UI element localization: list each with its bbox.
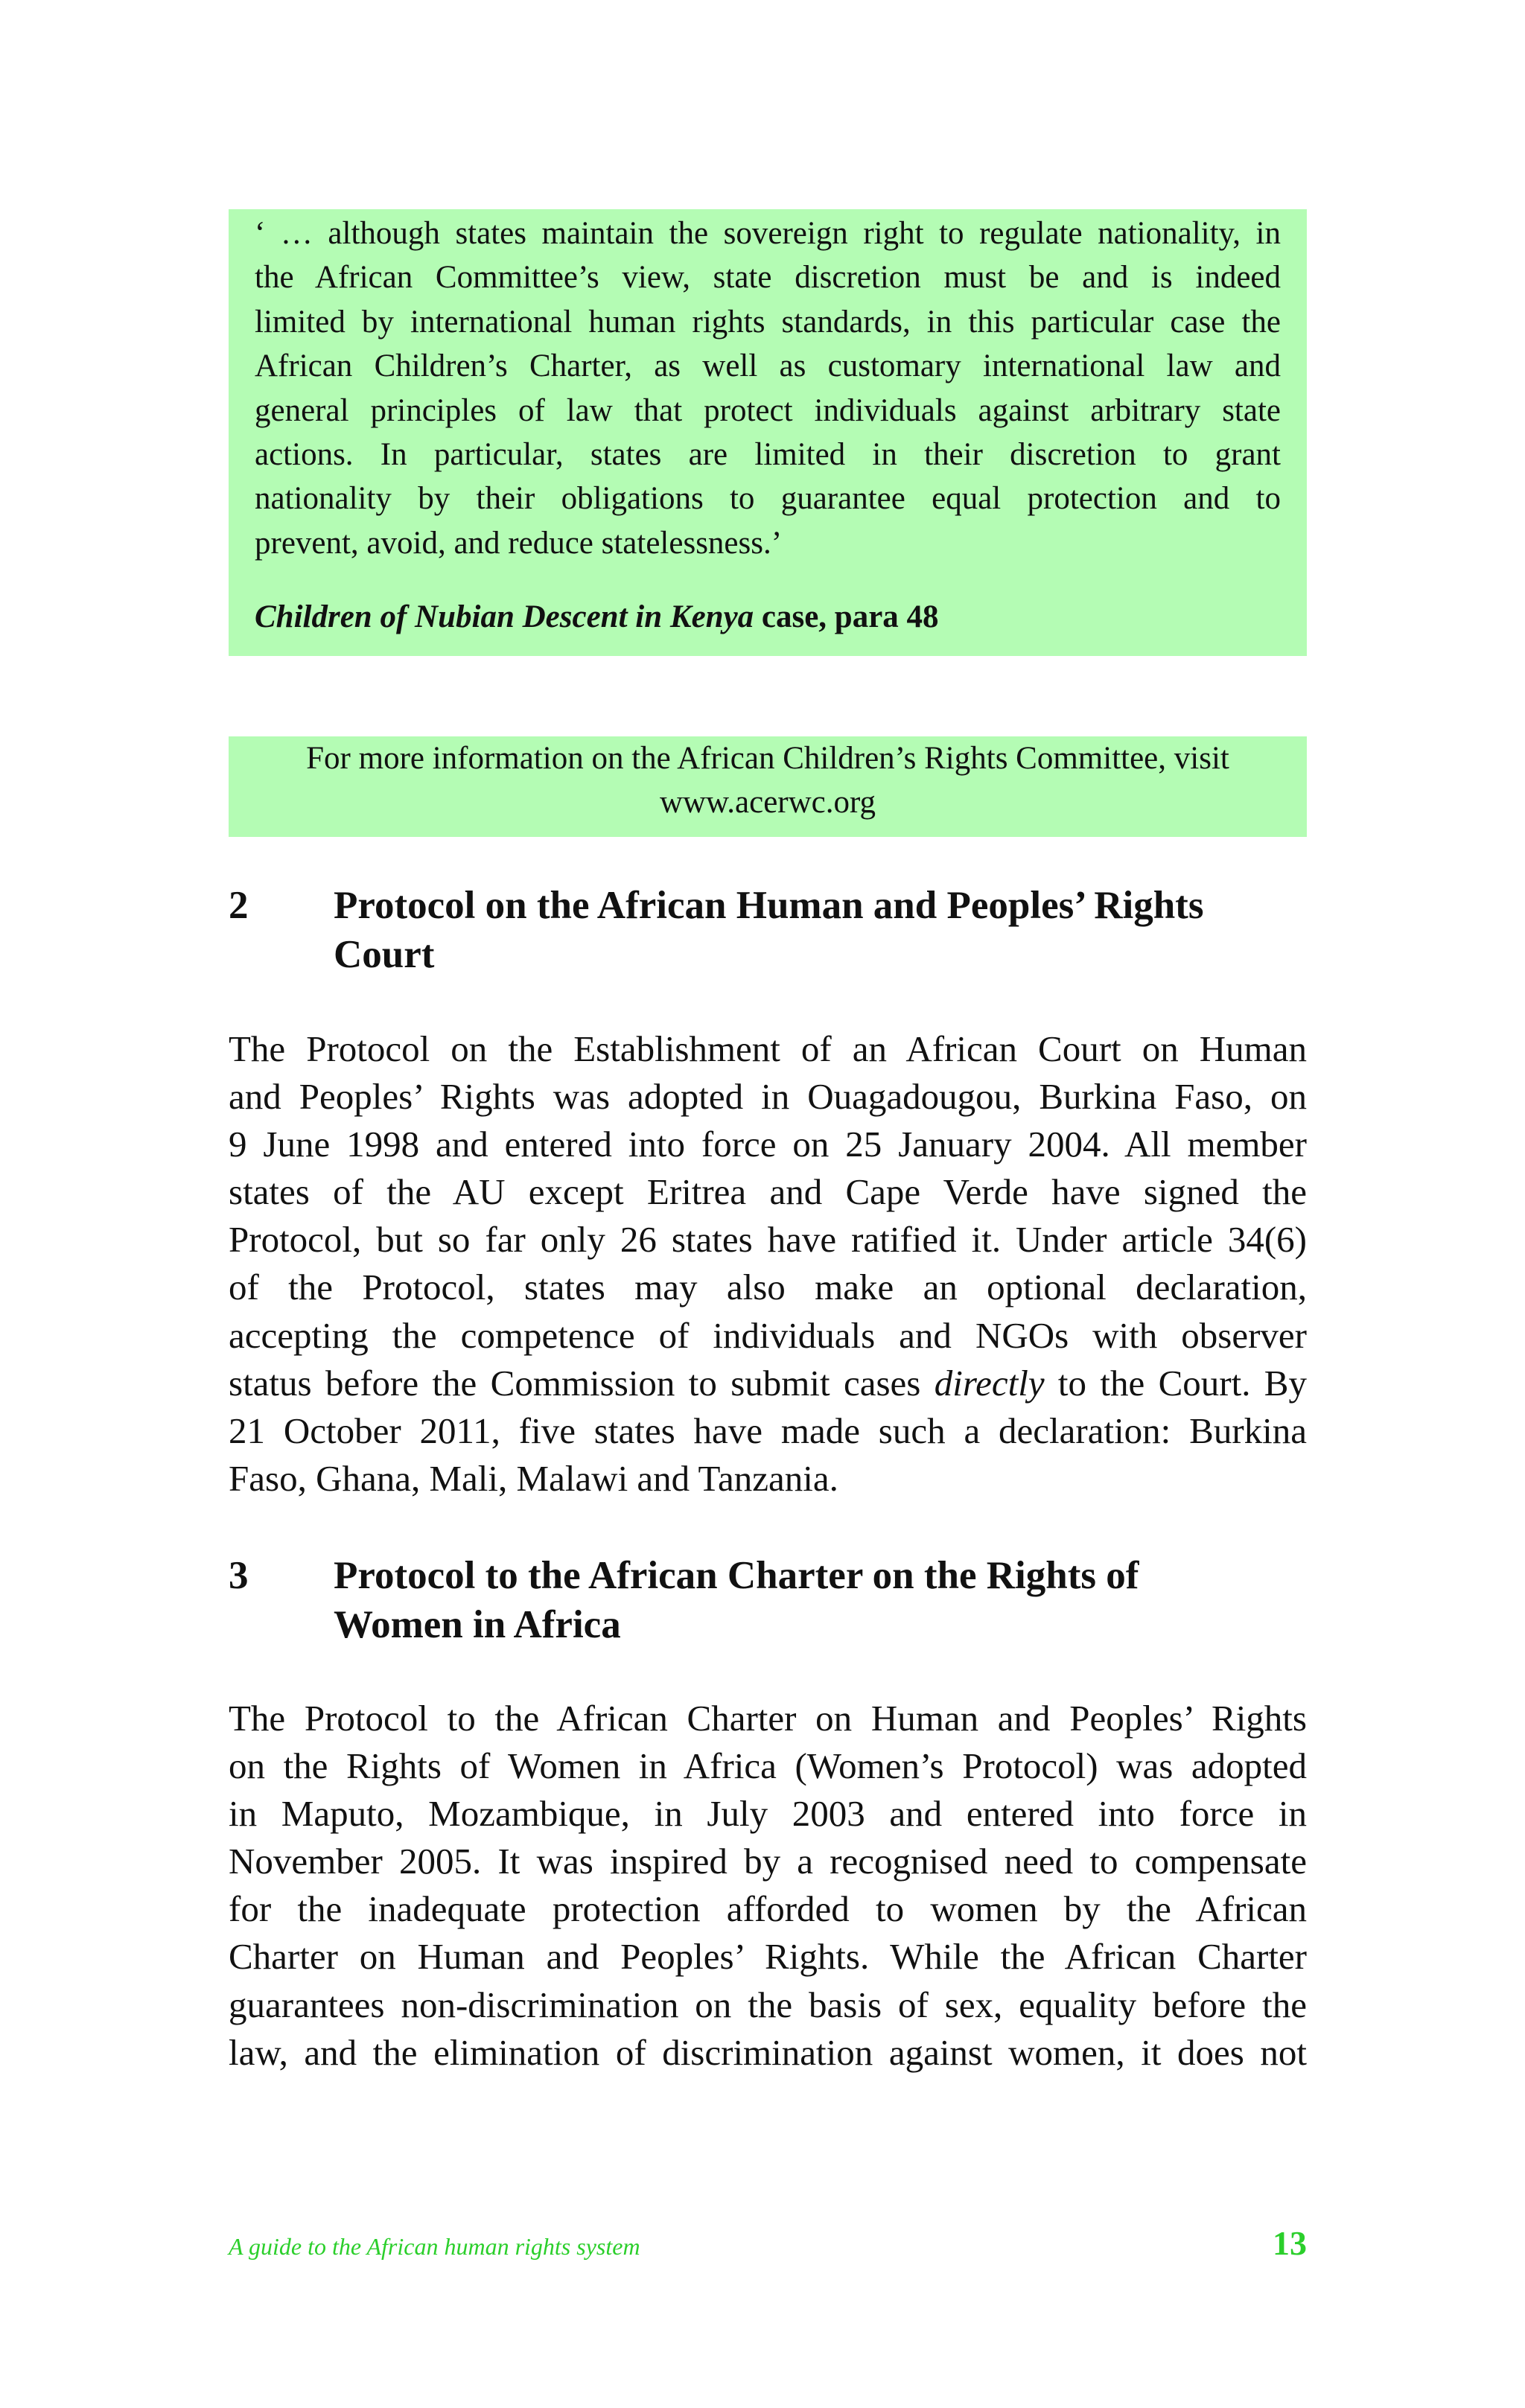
body-line: on the Rights of Women in Africa (Women’s Protocol) was adopted bbox=[229, 1745, 1307, 1787]
quote-box bbox=[229, 209, 1307, 656]
section-title-line: Protocol on the African Human and Peoples’ Rights bbox=[334, 884, 1204, 927]
body-line: Faso, Ghana, Mali, Malawi and Tanzania. bbox=[229, 1457, 838, 1499]
footer-running-title: A guide to the African human rights system bbox=[229, 2233, 640, 2260]
body-line: 9 June 1998 and entered into force on 25 January 2004. All member bbox=[229, 1124, 1307, 1165]
section-body bbox=[229, 1025, 1307, 1503]
quote-line: general principles of law that protect individuals against arbitrary state bbox=[255, 392, 1281, 428]
citation-reference: case, para 48 bbox=[754, 599, 939, 635]
quote-line: prevent, avoid, and reduce statelessness.’ bbox=[255, 525, 783, 561]
citation-case-name: Children of Nubian Descent in Kenya bbox=[255, 599, 754, 635]
body-line: guarantees non-discrimination on the basis of sex, equality before the bbox=[229, 1984, 1307, 2025]
body-line: states of the AU except Eritrea and Cape Verde have signed the bbox=[229, 1171, 1307, 1213]
quote-line: nationality by their obligations to guarantee equal protection and to bbox=[255, 481, 1281, 517]
body-line: and Peoples’ Rights was adopted in Ouagadougou, Burkina Faso, on bbox=[229, 1076, 1307, 1118]
quote-line: ‘ … although states maintain the sovereign right to regulate nationality, in bbox=[255, 216, 1281, 251]
quote-line: African Children’s Charter, as well as customary international law and bbox=[255, 348, 1281, 384]
info-url: www.acerwc.org bbox=[659, 785, 876, 821]
info-text: For more information on the African Children’s Rights Committee, visit bbox=[306, 741, 1229, 776]
body-line: 21 October 2011, five states have made such a declaration: Burkina bbox=[229, 1410, 1307, 1451]
section-title-line: Court bbox=[334, 933, 435, 976]
quote-line: limited by international human rights standards, in this particular case the bbox=[255, 304, 1281, 340]
body-line: law, and the elimination of discrimination against women, it does not bbox=[229, 2031, 1307, 2073]
page-number: 13 bbox=[1273, 2224, 1307, 2262]
body-line: November 2005. It was inspired by a recognised need to compensate bbox=[229, 1841, 1307, 1882]
quote-text bbox=[255, 211, 1281, 565]
section-number: 3 bbox=[229, 1554, 249, 1597]
quote-line: actions. In particular, states are limited in their discretion to grant bbox=[255, 437, 1281, 473]
body-line: accepting the competence of individuals and NGOs with observer bbox=[229, 1314, 1307, 1356]
section-title bbox=[334, 881, 1203, 979]
body-line: of the Protocol, states may also make an optional declaration, bbox=[229, 1267, 1307, 1308]
info-box bbox=[229, 736, 1307, 837]
body-line: The Protocol to the African Charter on Human and Peoples’ Rights bbox=[229, 1698, 1307, 1739]
body-line: Protocol, but so far only 26 states have ratified it. Under article 34(6) bbox=[229, 1219, 1307, 1261]
section-title-line: Protocol to the African Charter on the Rights of bbox=[334, 1554, 1139, 1597]
body-line: for the inadequate protection afforded to women by the African bbox=[229, 1888, 1307, 1930]
body-line-segment: status before the Commission to submit cases bbox=[229, 1362, 935, 1404]
quote-citation bbox=[255, 595, 1281, 639]
italic-emphasis: directly bbox=[934, 1362, 1045, 1404]
body-line bbox=[229, 1360, 1307, 1407]
body-line: in Maputo, Mozambique, in July 2003 and entered into force in bbox=[229, 1793, 1307, 1835]
body-line-segment: to the Court. By bbox=[1044, 1362, 1307, 1404]
quote-line: the African Committee’s view, state discretion must be and is indeed bbox=[255, 260, 1281, 296]
body-line: Charter on Human and Peoples’ Rights. While the African Charter bbox=[229, 1936, 1307, 1978]
section-title bbox=[334, 1551, 1139, 1649]
body-line: The Protocol on the Establishment of an African Court on Human bbox=[229, 1028, 1307, 1069]
section-body bbox=[229, 1695, 1307, 2077]
section-number: 2 bbox=[229, 884, 249, 927]
section-title-line: Women in Africa bbox=[334, 1603, 621, 1646]
